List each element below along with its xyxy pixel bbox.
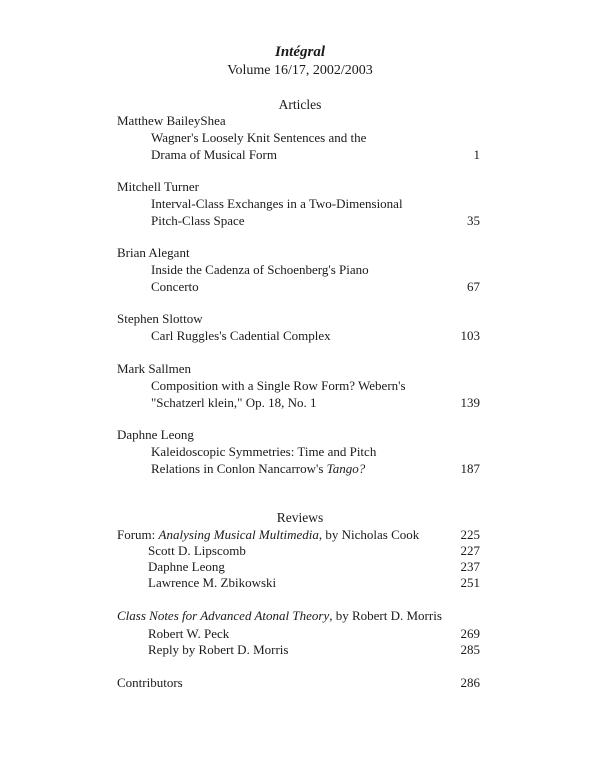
article-page: 67: [467, 279, 480, 294]
journal-title: Intégral: [274, 44, 325, 60]
forum-book-title: Analysing Musical Multimedia: [158, 527, 319, 542]
review-page: 285: [460, 642, 480, 657]
article-author: Matthew BaileyShea: [117, 113, 226, 128]
article-title-text: Relations in Conlon Nancarrow's: [151, 461, 327, 476]
article-title-line: Drama of Musical Form: [151, 147, 278, 162]
article-author: Stephen Slottow: [117, 311, 203, 326]
review-respondent: Reply by Robert D. Morris: [148, 642, 289, 657]
review-respondent: Daphne Leong: [148, 559, 225, 574]
article-title-line: Pitch-Class Space: [151, 213, 245, 228]
article-page: 187: [460, 461, 480, 476]
article-author: Brian Alegant: [117, 245, 190, 260]
article-title-line: Concerto: [151, 279, 199, 294]
article-title-line: Inside the Cadenza of Schoenberg's Piano: [151, 262, 369, 277]
class-notes-book-author: , by Robert D. Morris: [329, 608, 442, 623]
reviews-heading: Reviews: [276, 510, 324, 525]
article-page: 1: [473, 147, 480, 162]
article-author: Mark Sallmen: [117, 361, 192, 376]
article-title-line: [151, 461, 365, 477]
article-title-line: Wagner's Loosely Knit Sentences and the: [151, 130, 367, 145]
class-notes-review: [117, 608, 442, 624]
review-page: 269: [460, 626, 480, 641]
article-title-line: Composition with a Single Row Form? Webern's: [151, 378, 406, 393]
article-page: 139: [460, 395, 480, 410]
article-title-line: Kaleidoscopic Symmetries: Time and Pitch: [151, 444, 377, 459]
article-title-line: Carl Ruggles's Cadential Complex: [151, 328, 331, 343]
review-respondent: Robert W. Peck: [148, 626, 230, 641]
contributors-page: 286: [460, 675, 480, 690]
article-title-line: "Schatzerl klein," Op. 18, No. 1: [151, 395, 317, 410]
forum-book-author: , by Nicholas Cook: [318, 527, 420, 542]
review-page: 237: [460, 559, 480, 574]
article-title-line: Interval-Class Exchanges in a Two-Dimensional: [151, 196, 403, 211]
review-page: 227: [460, 543, 480, 558]
article-page: 103: [460, 328, 480, 343]
forum-review: [117, 527, 419, 543]
review-respondent: Lawrence M. Zbikowski: [148, 575, 277, 590]
article-title-italic: Tango?: [326, 461, 366, 476]
article-page: 35: [467, 213, 480, 228]
review-respondent: Scott D. Lipscomb: [148, 543, 246, 558]
volume-info: Volume 16/17, 2002/2003: [227, 63, 373, 78]
articles-heading: Articles: [278, 97, 322, 112]
article-author: Daphne Leong: [117, 427, 194, 442]
class-notes-book-title: Class Notes for Advanced Atonal Theory: [117, 608, 330, 623]
review-page: 225: [460, 527, 480, 542]
contributors-label: Contributors: [117, 675, 183, 690]
review-page: 251: [460, 575, 480, 590]
forum-prefix: Forum:: [117, 527, 159, 542]
article-author: Mitchell Turner: [117, 179, 199, 194]
